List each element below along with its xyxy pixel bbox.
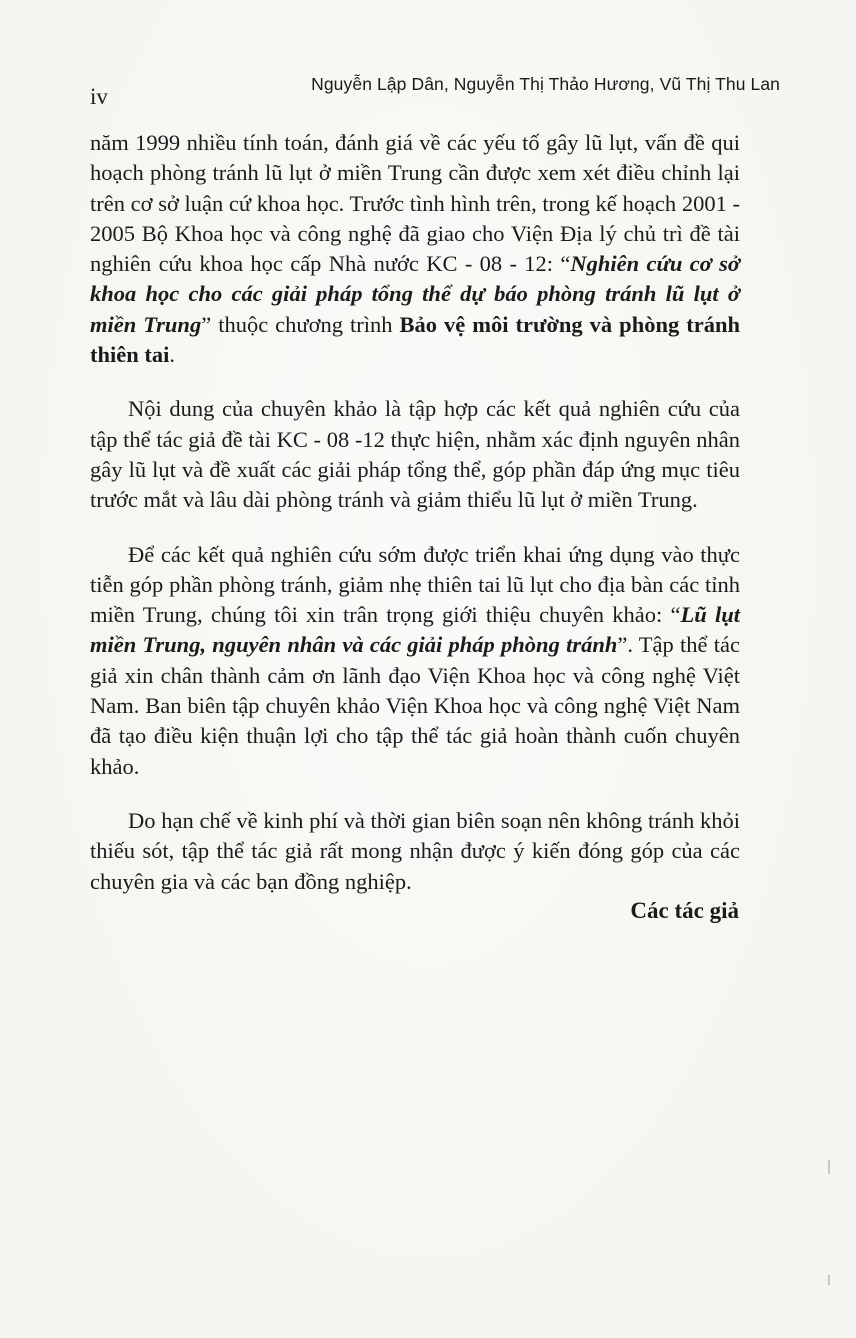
paragraph-3-rest: ”. Tập thể tác giả xin chân thành cảm ơn lãnh đạo Viện Khoa học và công nghệ Việt Nam. Ban biên tập chuyên khảo Viện Khoa học và công nghệ Việt Nam đã tạo điều kiện thuận lợi cho tập thể tác giả hoàn thành cuốn chuyên khảo.: [90, 632, 740, 779]
paragraph-3: [90, 540, 740, 782]
paragraph-2: Nội dung của chuyên khảo là tập hợp các kết quả nghiên cứu của tập thể tác giả đề tài KC - 08 -12 thực hiện, nhằm xác định nguyên nhân gây lũ lụt và đề xuất các giải pháp tổng thể, góp phần đáp ứng mục tiêu trước mắt và lâu dài phòng tránh và giảm thiểu lũ lụt ở miền Trung.: [90, 396, 740, 513]
body-text: [90, 128, 740, 921]
project-title: Nghiên cứu cơ sở khoa học cho các giải pháp tổng thể dự báo phòng tránh lũ lụt ở miền Trung: [90, 251, 740, 337]
page-number: iv: [90, 84, 108, 109]
program-name: Bảo vệ môi trường và phòng tránh thiên tai: [90, 311, 740, 368]
paragraph-4: Do hạn chế về kinh phí và thời gian biên soạn nên không tránh khỏi thiếu sót, tập thể tác giả rất mong nhận được ý kiến đóng góp của các chuyên gia và các bạn đồng nghiệp.: [90, 807, 740, 894]
book-title: Lũ lụt miền Trung, nguyên nhân và các giải pháp phòng tránh: [90, 602, 740, 658]
page-edge-mark: [828, 1160, 830, 1174]
paragraph-1-end: .: [169, 342, 176, 368]
paragraph-3-intro: Để các kết quả nghiên cứu sớm được triển khai ứng dụng vào thực tiễn góp phần phòng tránh, giảm nhẹ thiên tai lũ lụt cho địa bàn các tỉnh miền Trung, chúng tôi xin trân trọng giới thiệu chuyên khảo: “: [90, 541, 740, 628]
header-authors: Nguyễn Lập Dân, Nguyễn Thị Thảo Hương, Vũ Thị Thu Lan: [311, 74, 780, 94]
paragraph-1: [90, 128, 740, 370]
paragraph-1-middle: ” thuộc chương trình: [201, 311, 400, 337]
page-edge-mark: [828, 1275, 830, 1285]
paragraph-1-intro: năm 1999 nhiều tính toán, đánh giá về các yếu tố gây lũ lụt, vấn đề qui hoạch phòng tránh lũ lụt ở miền Trung cần được xem xét điều chỉnh lại trên cơ sở luận cứ khoa học. Trước tình hình trên, trong kế hoạch 2001 - 2005 Bộ Khoa học và công nghệ đã giao cho Viện Địa lý chủ trì đề tài nghiên cứu khoa học cấp Nhà nước KC - 08 - 12: “: [90, 130, 740, 277]
running-header: [90, 72, 780, 108]
signature: Các tác giả: [630, 898, 739, 923]
